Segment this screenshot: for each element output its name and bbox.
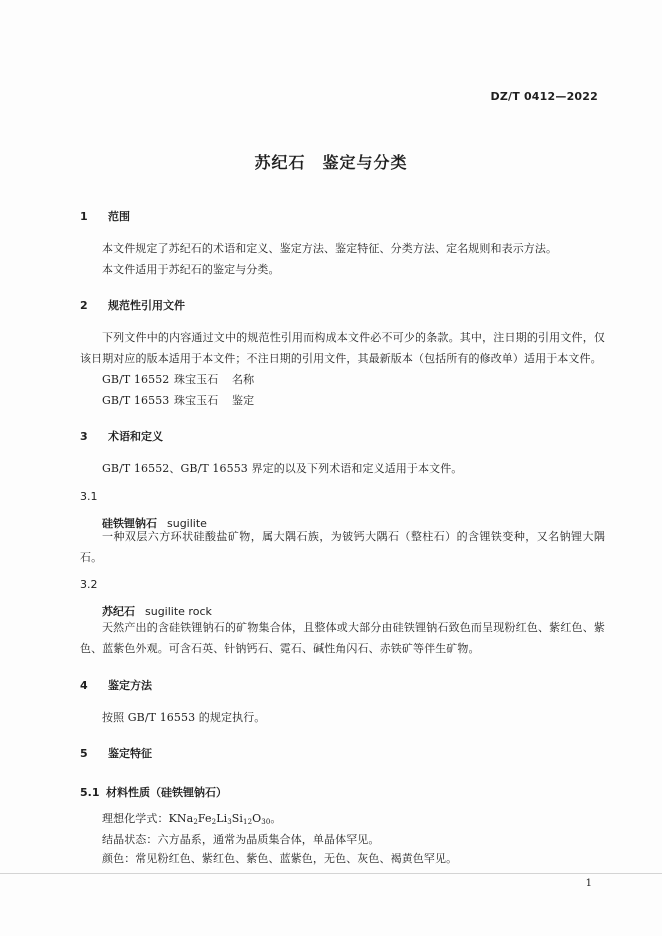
formula-label: 理想化学式： xyxy=(102,812,169,825)
section-1-para-2: 本文件适用于苏纪石的鉴定与分类。 xyxy=(102,263,280,276)
section-1-para-1: 本文件规定了苏纪石的术语和定义、鉴定方法、鉴定特征、分类方法、定名规则和表示方法。 xyxy=(102,242,558,255)
page-number: 1 xyxy=(585,878,592,889)
term-chinese: 苏纪石 xyxy=(102,605,135,618)
chemical-formula: $KNa_2Fe_2Li_3Si_{12}O_{30}$。 xyxy=(168,812,282,826)
reference-item xyxy=(102,390,254,411)
term-chinese: 硅铁锂钠石 xyxy=(102,517,157,530)
section-number: 1 xyxy=(80,210,88,223)
page-title: 苏纪石 鉴定与分类 xyxy=(254,153,408,172)
subsection-title: 材料性质（硅铁锂钠石） xyxy=(106,786,227,799)
reference-main-title: 珠宝玉石 xyxy=(174,394,219,407)
standard-code: DZ/T 0412—2022 xyxy=(490,90,598,103)
crystal-state-line: 结晶状态：六方晶系，通常为晶质集合体，单晶体罕见。 xyxy=(102,833,380,846)
subsection-5-1-heading xyxy=(80,784,227,800)
section-title: 范围 xyxy=(108,210,130,223)
section-4-heading xyxy=(80,677,152,693)
section-number: 2 xyxy=(80,299,88,312)
reference-sub-title: 名称 xyxy=(232,373,255,386)
term-3-1-definition: 一种双层六方环状硅酸盐矿物，属大隅石族，为铍钙大隅石（整柱石）的含锂铁变种，又名钠锂大隅石。 xyxy=(80,530,605,564)
section-5-heading xyxy=(80,745,152,761)
term-english: sugilite rock xyxy=(145,605,212,618)
section-title: 规范性引用文件 xyxy=(108,299,185,312)
section-title: 术语和定义 xyxy=(108,430,163,443)
section-2-para: 下列文件中的内容通过文中的规范性引用而构成本文件必不可少的条款。其中，注日期的引用文件，仅该日期对应的版本适用于本文件；不注日期的引用文件，其最新版本（包括所有的修改单）适用于本文件。 xyxy=(80,331,605,365)
term-3-2-definition: 天然产出的含硅铁锂钠石的矿物集合体，且整体或大部分由硅铁锂钠石致色而呈现粉红色、紫红色、紫色、蓝紫色外观。可含石英、针钠钙石、霓石、碱性角闪石、赤铁矿等伴生矿物。 xyxy=(80,621,605,655)
subsection-number: 5.1 xyxy=(80,786,100,799)
section-number: 3 xyxy=(80,430,88,443)
subsection-3-2-number: 3.2 xyxy=(80,578,98,591)
section-3-heading xyxy=(80,428,163,444)
reference-code: GB/T 16552 xyxy=(102,373,170,386)
reference-code: GB/T 16553 xyxy=(102,394,170,407)
section-4-para: 按照 GB/T 16553 的规定执行。 xyxy=(102,711,266,724)
reference-item xyxy=(102,369,254,390)
footer-divider xyxy=(0,873,662,874)
section-number: 4 xyxy=(80,679,88,692)
section-2-heading xyxy=(80,297,185,313)
section-title: 鉴定方法 xyxy=(108,679,152,692)
color-line: 颜色：常见粉红色、紫红色、紫色、蓝紫色，无色、灰色、褐黄色罕见。 xyxy=(102,852,458,865)
term-english: sugilite xyxy=(167,517,207,530)
section-title: 鉴定特征 xyxy=(108,747,152,760)
section-3-para: GB/T 16552、GB/T 16553 界定的以及下列术语和定义适用于本文件。 xyxy=(102,462,463,475)
section-number: 5 xyxy=(80,747,88,760)
section-1-heading xyxy=(80,208,130,224)
reference-sub-title: 鉴定 xyxy=(232,394,255,407)
reference-main-title: 珠宝玉石 xyxy=(174,373,219,386)
subsection-3-1-number: 3.1 xyxy=(80,490,98,503)
